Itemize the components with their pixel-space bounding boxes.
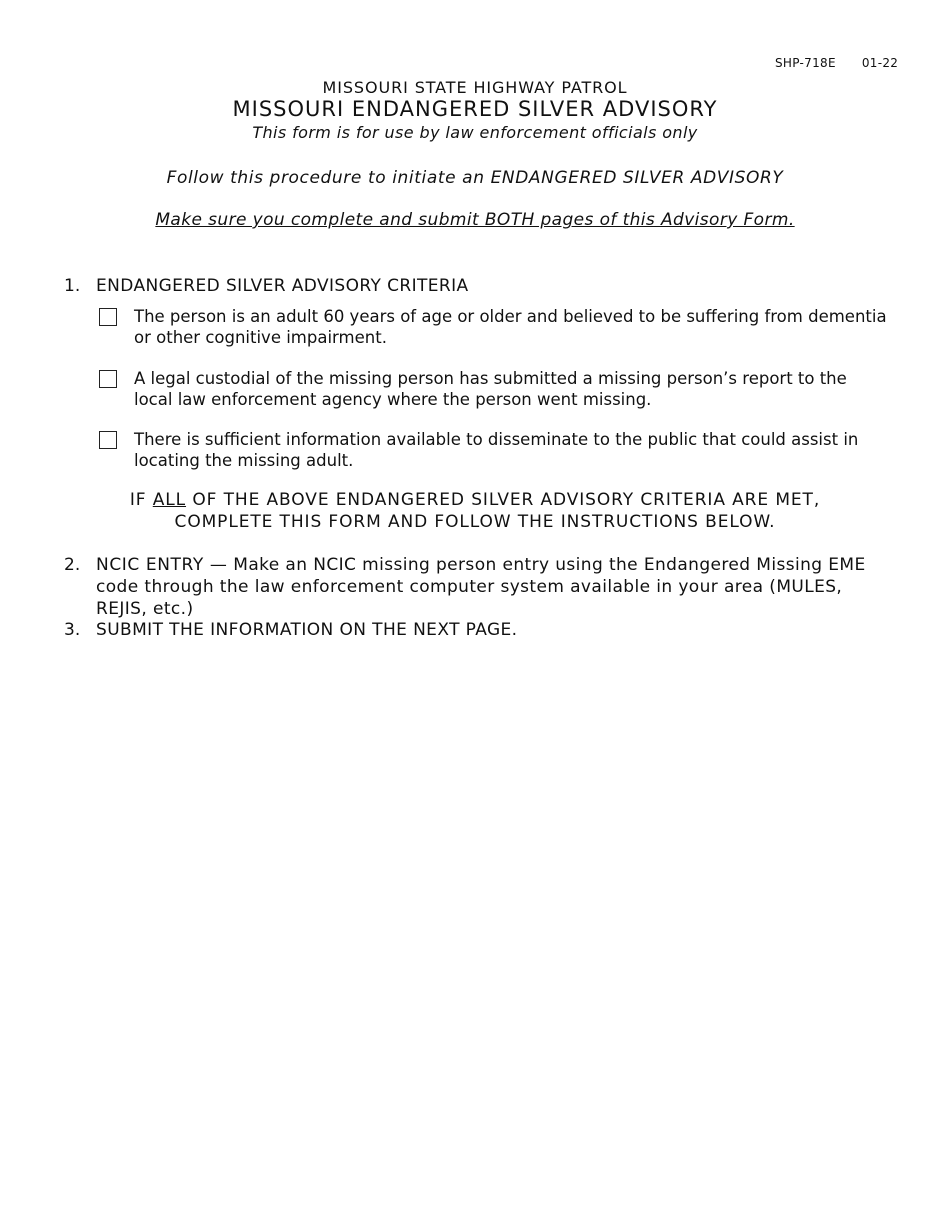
agency-name: MISSOURI STATE HIGHWAY PATROL — [322, 78, 628, 97]
all-criteria-line-2: COMPLETE THIS FORM AND FOLLOW THE INSTRUCTIONS BELOW. — [174, 512, 776, 532]
complete-both-pages-text: Make sure you complete and submit BOTH pages of this Advisory Form. — [155, 210, 795, 230]
criteria-text: There is sufficient information available to disseminate to the public that could assist in locating the missing adult. — [134, 430, 859, 470]
all-rest: OF THE ABOVE ENDANGERED SILVER ADVISORY CRITERIA ARE MET, — [192, 490, 821, 510]
criteria-text: The person is an adult 60 years of age or older and believed to be suffering from dementia or other cognitive impairment. — [134, 307, 887, 347]
page-subtitle: This form is for use by law enforcement officials only — [252, 123, 698, 142]
form-code — [775, 56, 898, 70]
criteria-checkbox-3[interactable] — [99, 431, 117, 449]
ncic-entry-lead: NCIC ENTRY — — [96, 555, 228, 575]
page-title: MISSOURI ENDANGERED SILVER ADVISORY — [232, 97, 718, 121]
submit-instruction: SUBMIT THE INFORMATION ON THE NEXT PAGE. — [96, 620, 518, 640]
section-title: ENDANGERED SILVER ADVISORY CRITERIA — [96, 276, 469, 296]
all-criteria-line-1 — [0, 489, 950, 511]
form-revision: 01-22 — [861, 56, 899, 70]
form-number: SHP-718E — [775, 56, 836, 70]
section-number: 1. — [64, 276, 81, 296]
section-number: 2. — [64, 555, 81, 575]
ncic-entry-text: Make an NCIC missing person entry using the Endangered Missing EME code through the law enforcement computer system available in your area (MULES, REJIS, etc.) — [96, 555, 866, 619]
complete-both-pages-notice — [0, 210, 950, 230]
section-number: 3. — [64, 620, 81, 640]
section-body — [96, 554, 896, 620]
all-emphasis: ALL — [152, 490, 187, 510]
procedure-instruction: Follow this procedure to initiate an ENDANGERED SILVER ADVISORY — [166, 168, 784, 188]
criteria-checkbox-1[interactable] — [99, 308, 117, 326]
criteria-text: A legal custodial of the missing person has submitted a missing person’s report to the local law enforcement agency where the person went missing. — [134, 369, 847, 409]
criteria-checkbox-2[interactable] — [99, 370, 117, 388]
all-criteria-met-notice — [0, 489, 950, 533]
all-prefix: IF — [129, 490, 147, 510]
